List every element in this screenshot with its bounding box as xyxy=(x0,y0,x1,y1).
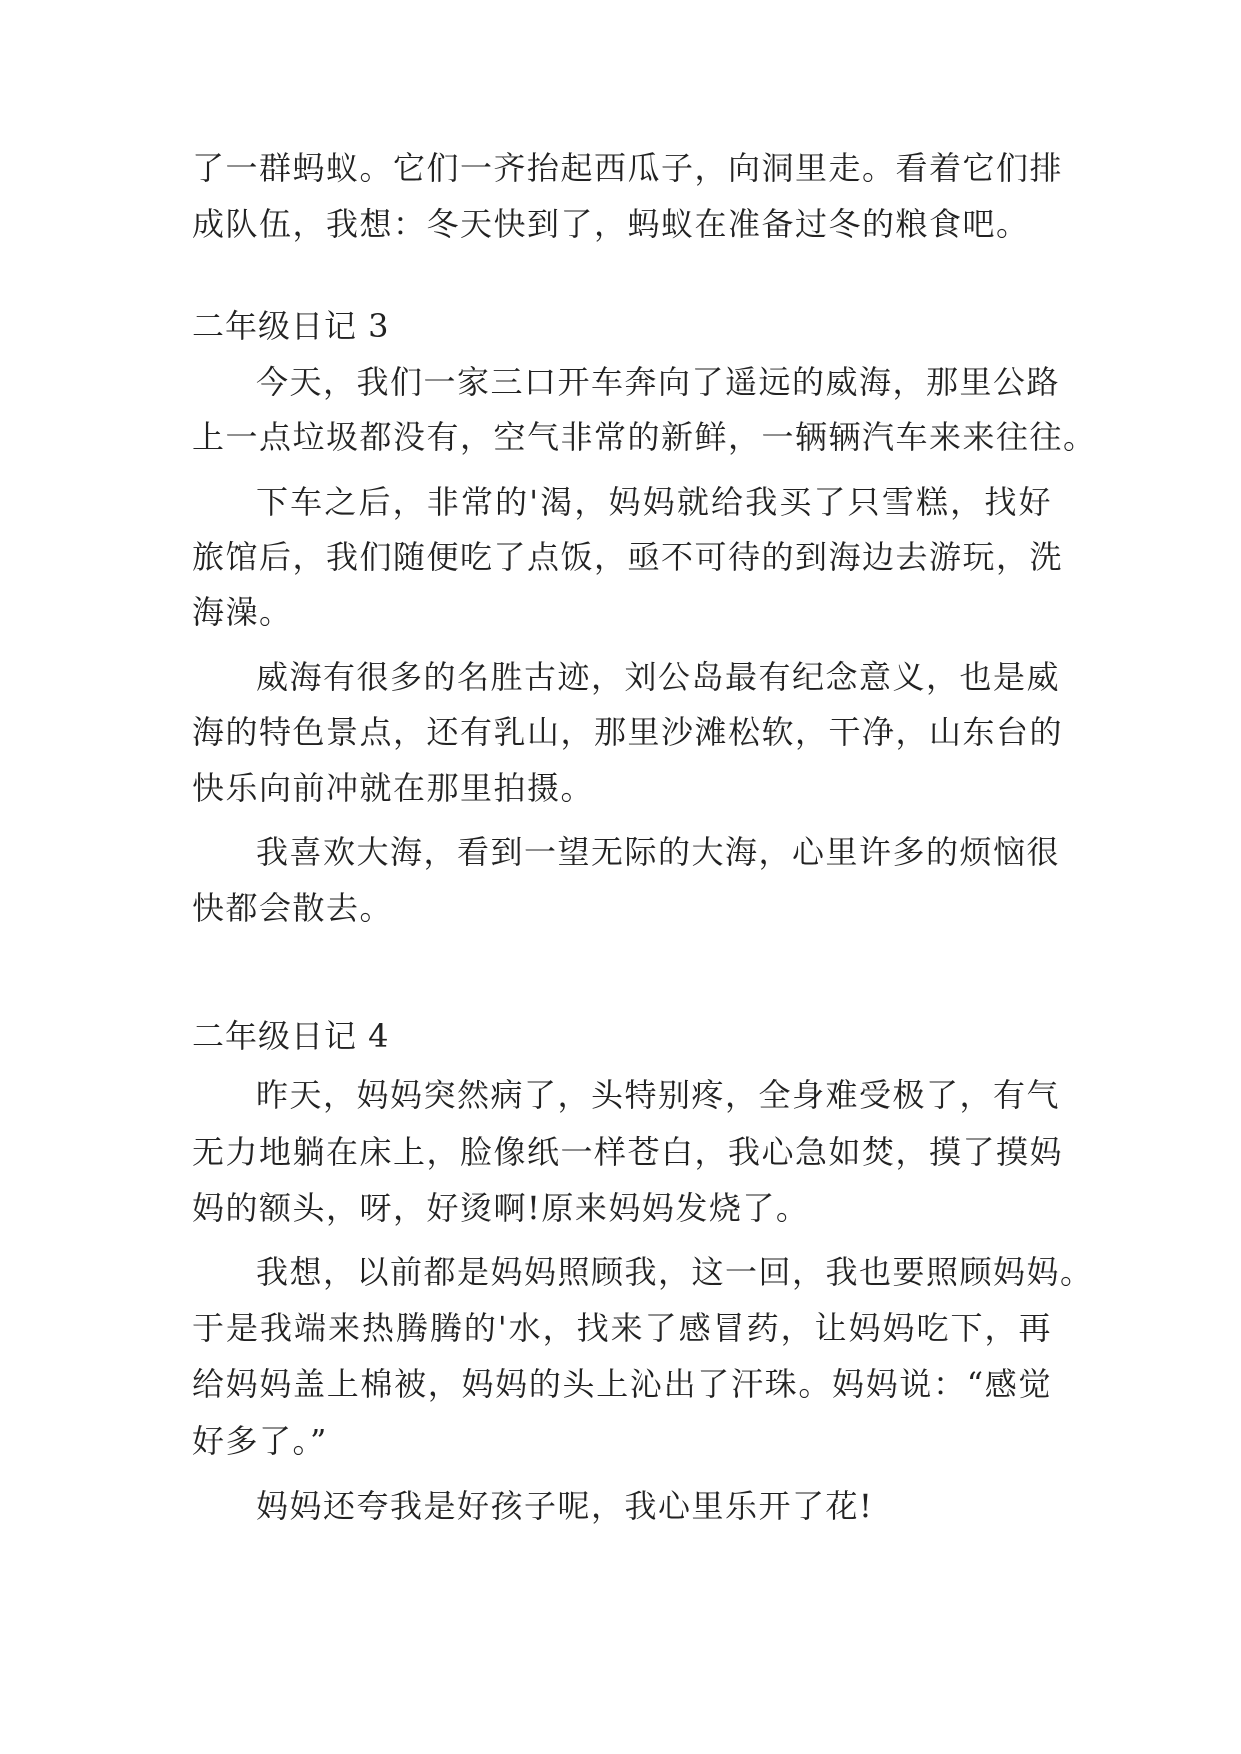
paragraph-line: 上一点垃圾都没有，空气非常的新鲜，一辆辆汽车来来往往。 xyxy=(192,418,1097,456)
paragraph-line: 海澡。 xyxy=(192,593,293,631)
paragraph-line: 好多了。” xyxy=(192,1422,328,1460)
paragraph-line: 今天，我们一家三口开车奔向了遥远的威海，那里公路 xyxy=(256,363,1061,401)
paragraph-line: 我喜欢大海，看到一望无际的大海，心里许多的烦恼很 xyxy=(256,833,1061,871)
paragraph-line: 快都会散去。 xyxy=(192,889,394,927)
paragraph-line: 了一群蚂蚁。它们一齐抬起西瓜子，向洞里走。看着它们排 xyxy=(192,149,1064,187)
paragraph-line: 我想，以前都是妈妈照顾我，这一回，我也要照顾妈妈。 xyxy=(256,1253,1094,1291)
paragraph-line: 昨天，妈妈突然病了，头特别疼，全身难受极了，有气 xyxy=(256,1076,1061,1114)
paragraph-line: 旅馆后，我们随便吃了点饭，亟不可待的到海边去游玩，洗 xyxy=(192,538,1064,576)
paragraph-line: 成队伍，我想：冬天快到了，蚂蚁在准备过冬的粮食吧。 xyxy=(192,205,1030,243)
paragraph-line: 快乐向前冲就在那里拍摄。 xyxy=(192,769,595,807)
paragraph-line: 海的特色景点，还有乳山，那里沙滩松软，干净，山东台的 xyxy=(192,713,1064,751)
paragraph-line: 妈妈还夸我是好孩子呢，我心里乐开了花! xyxy=(256,1487,874,1525)
paragraph-line: 威海有很多的名胜古迹，刘公岛最有纪念意义，也是威 xyxy=(256,658,1061,696)
paragraph-line: 无力地躺在床上，脸像纸一样苍白，我心急如焚，摸了摸妈 xyxy=(192,1133,1064,1171)
paragraph-line: 妈的额头，呀，好烫啊!原来妈妈发烧了。 xyxy=(192,1189,810,1227)
entry-heading: 二年级日记 4 xyxy=(192,1017,390,1055)
paragraph-line: 给妈妈盖上棉被，妈妈的头上沁出了汗珠。妈妈说：“感觉 xyxy=(192,1365,1052,1403)
entry-heading: 二年级日记 3 xyxy=(192,307,390,345)
paragraph-line: 于是我端来热腾腾的'水，找来了感冒药，让妈妈吃下，再 xyxy=(192,1309,1052,1347)
paragraph-line: 下车之后，非常的'渴，妈妈就给我买了只雪糕，找好 xyxy=(256,483,1052,521)
